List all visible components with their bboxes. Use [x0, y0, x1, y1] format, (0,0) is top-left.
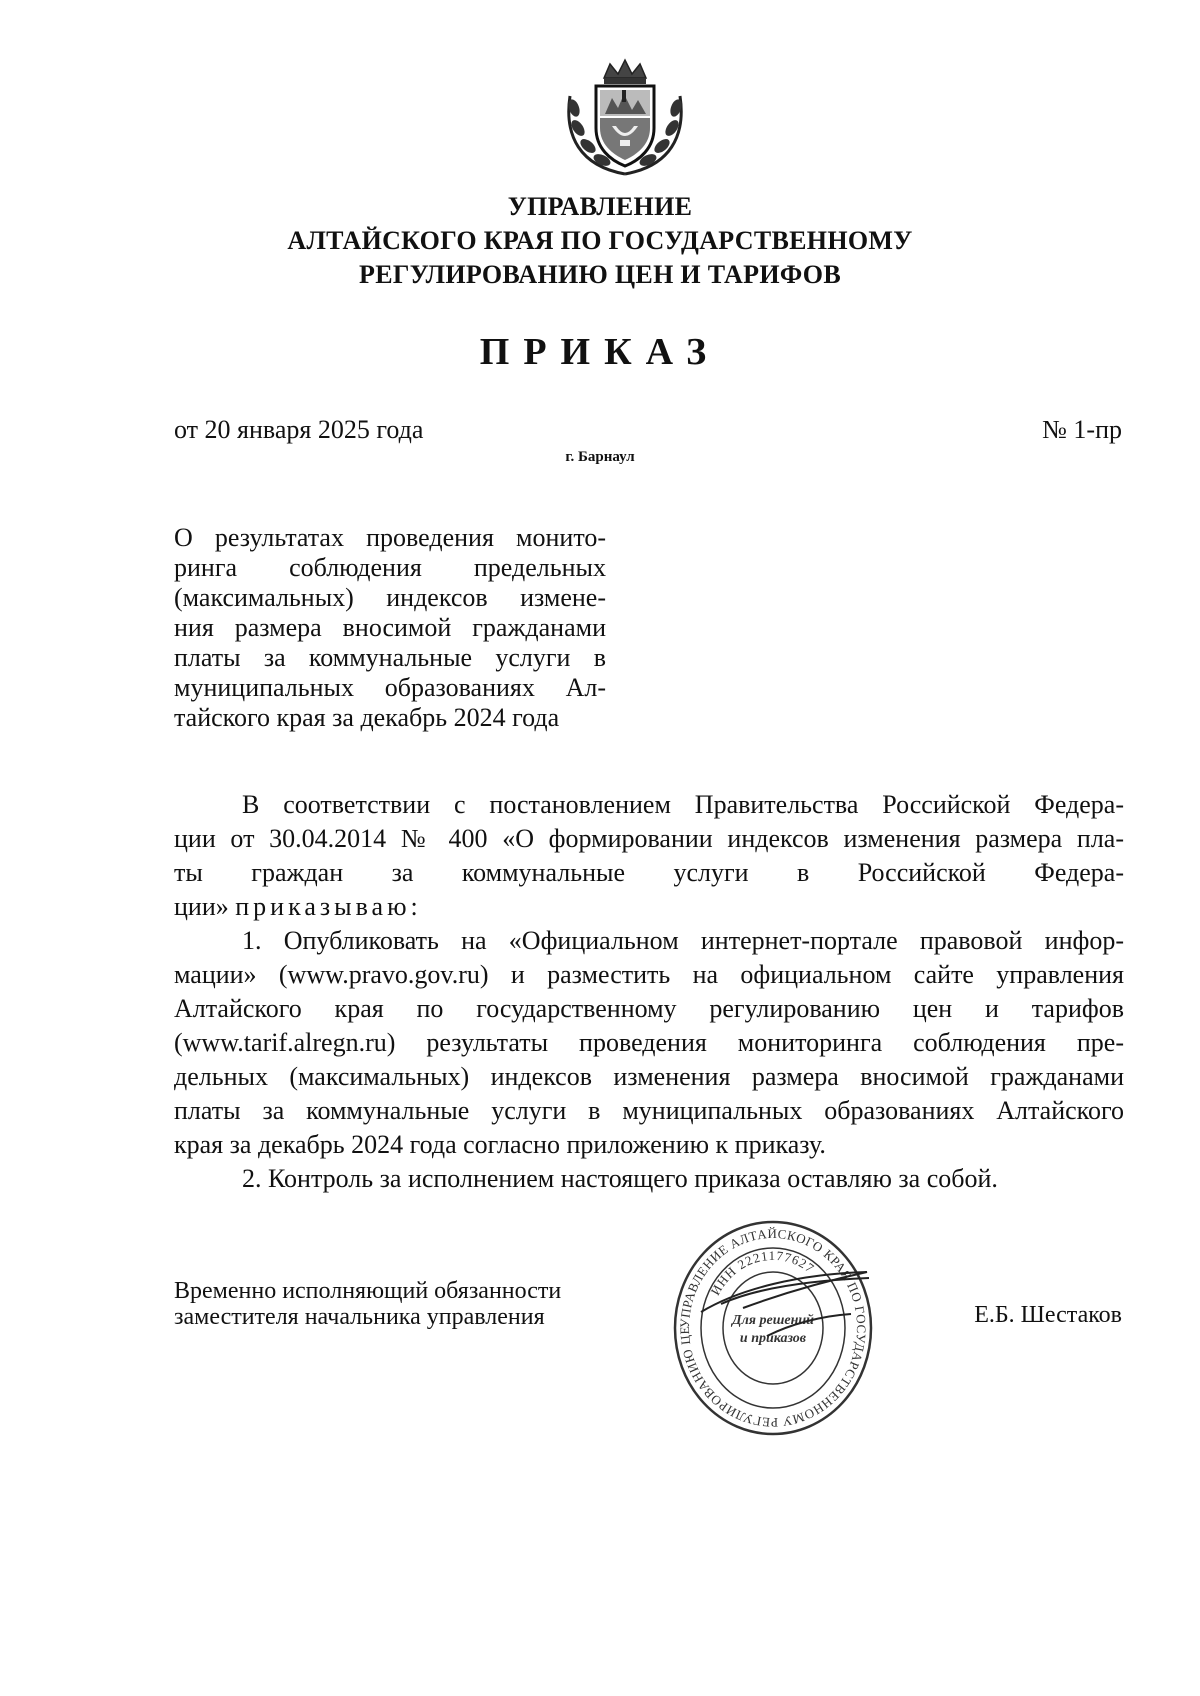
document-title: ПРИКАЗ — [479, 331, 721, 373]
item1-line: Алтайского края по государственному регулированию цен и тарифов — [174, 994, 1124, 1023]
preamble-line: В соответствии с постановлением Правительства Российской Федера- — [242, 790, 1124, 819]
subject-line: платы за коммунальные услуги в — [174, 643, 606, 672]
preamble-last-prefix: ции» — [174, 892, 229, 921]
stamp-center-line: Для решений — [732, 1313, 814, 1328]
item1-line: платы за коммунальные услуги в муниципальных образованиях Алтайского — [174, 1096, 1124, 1125]
stamp-inn-text: ИНН 2221177627 — [707, 1247, 818, 1298]
item1-line: края за декабрь 2024 года согласно приложению к приказу. — [174, 1130, 826, 1159]
item1-line: дельных (максимальных) индексов изменения размера вносимой гражданами — [174, 1062, 1124, 1091]
signatory-role-line: заместителя начальника управления — [174, 1304, 545, 1330]
order-body — [174, 788, 1124, 1196]
header-line: АЛТАЙСКОГО КРАЯ ПО ГОСУДАРСТВЕННОМУ — [287, 226, 913, 255]
item1-line: мации» (www.pravo.gov.ru) и разместить на официальном сайте управления — [174, 960, 1124, 989]
signatory-role-line: Временно исполняющий обязанности — [174, 1278, 562, 1304]
item2-line: 2. Контроль за исполнением настоящего приказа оставляю за собой. — [242, 1164, 998, 1193]
signatory-role — [174, 1278, 561, 1330]
stamp-outer-text: УПРАВЛЕНИЕ АЛТАЙСКОГО КРАЯ ПО ГОСУДАРСТВЕННОМУ РЕГУЛИРОВАНИЮ ЦЕ — [676, 1225, 870, 1431]
order-subject — [174, 523, 606, 733]
order-verb: приказываю: — [235, 892, 422, 921]
subject-line: ринга соблюдения предельных — [174, 553, 606, 582]
header-line: УПРАВЛЕНИЕ — [507, 192, 693, 221]
preamble-line: ты граждан за коммунальные услуги в Российской Федера- — [174, 858, 1124, 887]
stamp-center-line: и приказов — [739, 1331, 807, 1346]
city-name: г. Барнаул — [565, 449, 635, 465]
subject-line: ния размера вносимой гражданами — [174, 613, 606, 642]
preamble-line: ции от 30.04.2014 № 400 «О формировании индексов изменения размера пла- — [174, 824, 1124, 853]
subject-line: муниципальных образованиях Ал- — [174, 673, 606, 702]
signatory-name: Е.Б. Шестаков — [974, 1302, 1122, 1328]
preamble-last-line — [174, 890, 1124, 924]
subject-line: О результатах проведения монито- — [174, 523, 606, 552]
item1-line: 1. Опубликовать на «Официальном интернет-портале правовой инфор- — [242, 926, 1124, 955]
organization-header — [200, 190, 1000, 292]
order-date: от 20 января 2025 года — [174, 415, 424, 444]
order-number: № 1-пр — [1042, 415, 1122, 444]
item1-line: (www.tarif.alregn.ru) результаты проведения мониторинга соблюдения пре- — [174, 1028, 1124, 1057]
subject-line: (максимальных) индексов измене- — [174, 583, 606, 612]
subject-line: тайского края за декабрь 2024 года — [174, 703, 560, 732]
official-stamp — [671, 1216, 875, 1440]
coat-of-arms-emblem — [560, 56, 690, 180]
header-line: РЕГУЛИРОВАНИЮ ЦЕН И ТАРИФОВ — [359, 260, 841, 289]
